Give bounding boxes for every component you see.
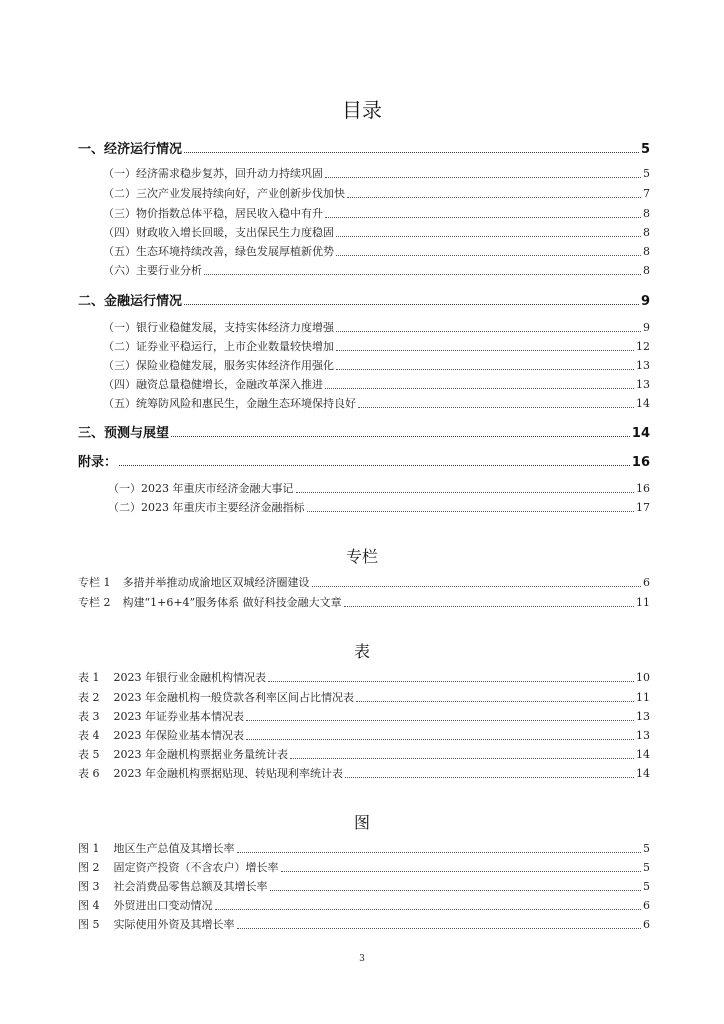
figure-entry-page: 5 (643, 842, 650, 855)
toc-entry[interactable] (103, 338, 650, 354)
toc-entry-page: 5 (640, 142, 650, 157)
figure-entry[interactable] (78, 840, 650, 856)
table-entry[interactable] (78, 765, 650, 781)
figure-entry-title: 社会消费品零售总额及其增长率 (113, 880, 268, 893)
leader-dots (325, 217, 641, 218)
figure-entry-title: 地区生产总值及其增长率 (113, 842, 235, 855)
toc-entry[interactable] (78, 290, 650, 309)
leader-dots (215, 909, 642, 910)
toc-entry-page: 7 (643, 187, 650, 200)
toc-entry[interactable] (103, 319, 650, 335)
toc-entry-page: 14 (631, 426, 650, 441)
toc-entry-label: 二、金融运行情况 (78, 294, 183, 309)
leader-dots (312, 586, 642, 587)
leader-dots (204, 274, 641, 275)
page-number: 3 (359, 954, 365, 964)
leader-dots (358, 407, 634, 408)
leader-dots (336, 369, 634, 370)
toc-entry-page: 17 (636, 501, 650, 514)
toc-entry-label: （二）2023 年重庆市主要经济金融指标 (108, 501, 305, 514)
toc-entry-label: （四）融资总量稳健增长，金融改革深入推进 (103, 378, 323, 391)
toc-entry-label: （六）主要行业分析 (103, 264, 202, 277)
table-entry-page: 13 (636, 710, 650, 723)
toc-entry-label: （五）生态环境持续改善，绿色发展厚植新优势 (103, 245, 334, 258)
leader-dots (345, 777, 634, 778)
leader-dots (356, 701, 634, 702)
tables-heading: 表 (353, 642, 370, 661)
column-entry-id: 专栏 1 (78, 576, 111, 589)
toc-title: 目录 (342, 98, 382, 122)
table-entry-id: 表 2 (78, 691, 100, 704)
toc-entry-page: 13 (636, 378, 650, 391)
figure-entry-id: 图 5 (78, 918, 100, 931)
leader-dots (336, 236, 641, 237)
figure-entry[interactable] (78, 897, 650, 913)
table-entry-id: 表 5 (78, 748, 100, 761)
toc-entry-page: 12 (636, 340, 650, 353)
table-entry-id: 表 6 (78, 767, 100, 780)
table-entry[interactable] (78, 727, 650, 743)
leader-dots (347, 197, 641, 198)
table-entry-title: 2023 年金融机构一般贷款各利率区间占比情况表 (113, 691, 354, 704)
leader-dots (246, 720, 634, 721)
leader-dots (344, 606, 634, 607)
toc-entry[interactable] (78, 451, 650, 470)
figure-entry-page: 6 (643, 899, 650, 912)
toc-entry[interactable] (103, 185, 650, 201)
toc-entry-page: 8 (643, 207, 650, 220)
table-entry-id: 表 3 (78, 710, 100, 723)
toc-entry[interactable] (103, 243, 650, 259)
leader-dots (281, 871, 642, 872)
table-entry[interactable] (78, 746, 650, 762)
figure-entry-id: 图 3 (78, 880, 100, 893)
toc-entry[interactable] (103, 165, 650, 181)
toc-entry-label: （一）2023 年重庆市经济金融大事记 (108, 482, 294, 495)
leader-dots (336, 331, 641, 332)
toc-entry[interactable] (78, 422, 650, 441)
toc-entry-label: （一）银行业稳健发展，支持实体经济力度增强 (103, 321, 334, 334)
column-entry-title: 构建“1+6+4”服务体系 做好科技金融大文章 (122, 596, 342, 609)
table-entry-title: 2023 年金融机构票据业务量统计表 (113, 748, 288, 761)
toc-entry-label: 三、预测与展望 (78, 426, 170, 441)
toc-entry[interactable] (103, 395, 650, 411)
toc-entry-label: 附录： (78, 455, 118, 470)
table-entry-title: 2023 年证券业基本情况表 (113, 710, 244, 723)
toc-entry-page: 16 (631, 455, 650, 470)
leader-dots (246, 739, 634, 740)
toc-entry[interactable] (103, 224, 650, 240)
leader-dots (325, 388, 634, 389)
figure-entry[interactable] (78, 878, 650, 894)
leader-dots (119, 465, 630, 466)
figure-entry-id: 图 1 (78, 842, 100, 855)
toc-entry-page: 5 (643, 167, 650, 180)
toc-entry[interactable] (108, 480, 650, 496)
table-entry[interactable] (78, 708, 650, 724)
table-entry-page: 14 (636, 767, 650, 780)
figures-heading: 图 (353, 813, 370, 832)
column-entry-page: 11 (636, 596, 650, 609)
toc-entry-label: 一、经济运行情况 (78, 142, 183, 157)
toc-entry-page: 8 (643, 226, 650, 239)
toc-entry-label: （五）统筹防风险和惠民生，金融生态环境保持良好 (103, 397, 356, 410)
table-entry-title: 2023 年保险业基本情况表 (113, 729, 244, 742)
leader-dots (325, 177, 641, 178)
column-entry-title: 多措并举推动成渝地区双城经济圈建设 (122, 576, 310, 589)
table-entry-page: 13 (636, 729, 650, 742)
leader-dots (307, 511, 635, 512)
toc-entry-page: 14 (636, 397, 650, 410)
leader-dots (237, 928, 642, 929)
leader-dots (270, 890, 642, 891)
figure-entry[interactable] (78, 916, 650, 932)
leader-dots (184, 304, 639, 305)
figure-entry-id: 图 2 (78, 861, 100, 874)
table-entry-page: 14 (636, 748, 650, 761)
toc-entry[interactable] (108, 499, 650, 515)
figure-entry-page: 5 (643, 880, 650, 893)
figure-entry-title: 实际使用外资及其增长率 (113, 918, 235, 931)
toc-entry-label: （三）物价指数总体平稳，居民收入稳中有升 (103, 207, 323, 220)
figure-entry-title: 外贸进出口变动情况 (113, 899, 213, 912)
column-entry[interactable] (78, 574, 650, 590)
table-entry-page: 10 (636, 671, 650, 684)
toc-entry-page: 16 (636, 482, 650, 495)
leader-dots (171, 436, 630, 437)
leader-dots (237, 852, 642, 853)
toc-entry-page: 8 (643, 264, 650, 277)
figure-entry[interactable] (78, 859, 650, 875)
toc-entry-label: （二）三次产业发展持续向好，产业创新步伐加快 (103, 187, 345, 200)
toc-entry-label: （二）证券业平稳运行，上市企业数量较快增加 (103, 340, 334, 353)
table-entry-title: 2023 年金融机构票据贴现、转贴现利率统计表 (113, 767, 343, 780)
leader-dots (268, 681, 634, 682)
figure-entry-id: 图 4 (78, 899, 100, 912)
table-entry-id: 表 1 (78, 671, 100, 684)
column-entry[interactable] (78, 594, 650, 610)
leader-dots (296, 492, 635, 493)
toc-entry-page: 13 (636, 359, 650, 372)
toc-entry-page: 9 (640, 294, 650, 309)
toc-entry-label: （四）财政收入增长回暖，支出保民生力度稳固 (103, 226, 334, 239)
toc-entry-page: 8 (643, 245, 650, 258)
figure-entry-page: 5 (643, 861, 650, 874)
figure-entry-title: 固定资产投资（不含农户）增长率 (113, 861, 279, 874)
column-entry-id: 专栏 2 (78, 596, 111, 609)
table-entry[interactable] (78, 669, 650, 685)
column-entry-page: 6 (643, 576, 650, 589)
leader-dots (336, 255, 641, 256)
toc-entry[interactable] (103, 376, 650, 392)
toc-entry[interactable] (103, 357, 650, 373)
leader-dots (290, 758, 634, 759)
table-entry-title: 2023 年银行业金融机构情况表 (113, 671, 266, 684)
toc-entry-page: 9 (643, 321, 650, 334)
table-entry[interactable] (78, 689, 650, 705)
toc-entry-label: （一）经济需求稳步复苏，回升动力持续巩固 (103, 167, 323, 180)
figure-entry-page: 6 (643, 918, 650, 931)
toc-entry-label: （三）保险业稳健发展，服务实体经济作用强化 (103, 359, 334, 372)
leader-dots (336, 350, 634, 351)
table-entry-id: 表 4 (78, 729, 100, 742)
toc-entry[interactable] (103, 205, 650, 221)
toc-entry[interactable] (78, 138, 650, 157)
toc-entry[interactable] (103, 262, 650, 278)
table-entry-page: 11 (636, 691, 650, 704)
leader-dots (184, 152, 639, 153)
columns-heading: 专栏 (345, 547, 378, 566)
